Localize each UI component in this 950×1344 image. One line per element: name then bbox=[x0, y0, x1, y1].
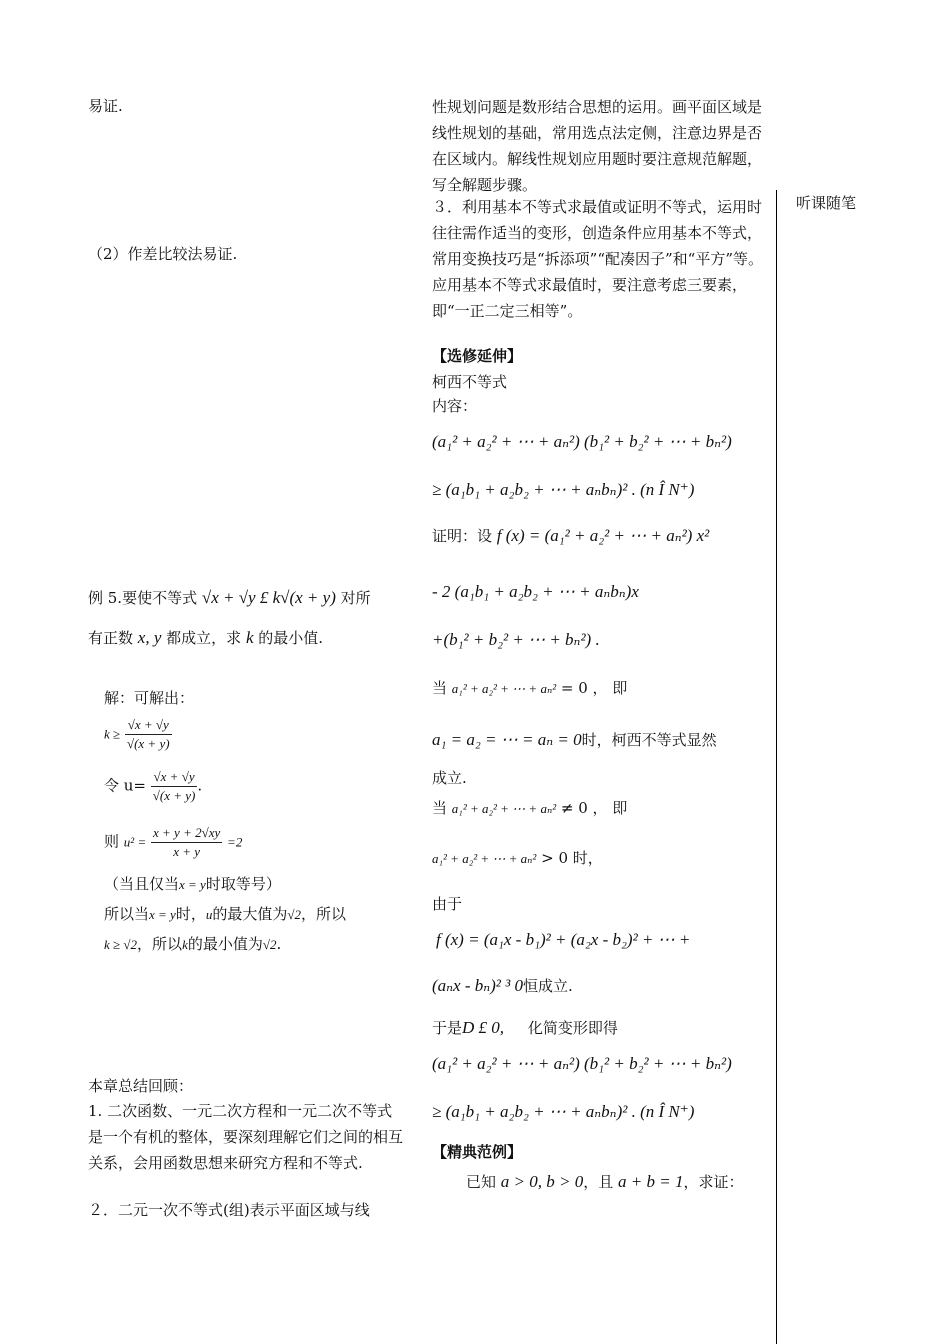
left-line-1: 易证. bbox=[88, 97, 123, 115]
example-5-line-2: 有正数 x, y 都成立，求 k 的最小值. bbox=[88, 628, 324, 647]
equality-condition: （当且仅当x = y时取等号） bbox=[104, 875, 281, 893]
solution-label: 解：可解出： bbox=[104, 689, 195, 707]
case-1-holds: 成立. bbox=[432, 769, 467, 787]
u-fraction: $\frac{√x + √y}{√(x + y)}$ bbox=[152, 769, 196, 803]
section-heading-examples: 【精典范例】 bbox=[432, 1143, 523, 1161]
case-1: 当 a₁² + a₂² + ⋯ + aₙ² = 0 ， 即 bbox=[432, 679, 628, 697]
cauchy-title: 柯西不等式 bbox=[432, 373, 508, 391]
content-label: 内容： bbox=[432, 397, 478, 415]
right-paragraph-2: ３．利用基本不等式求最值或证明不等式，运用时往往需作适当的变形，创造条件应用基本不等式，常用变换技巧是“拆添项”“配凑因子”和“平方”等。应用基本不等式求最值时，要注意考虑三要素，即“一正二定三相等”。 bbox=[432, 198, 764, 320]
left-line-2: （2）作差比较法易证. bbox=[88, 245, 238, 263]
example-5-inequality: √x + √y £ k√(x + y) bbox=[201, 588, 336, 607]
proof-formula-3: +(b₁² + b₂² + ⋯ + bₙ²) . bbox=[432, 630, 600, 649]
cauchy-formula-line-2: ≥ (a₁b₁ + a₂b₂ + ⋯ + aₙbₙ)² . (n Î N⁺) bbox=[432, 480, 695, 499]
cauchy-formula-line-1: (a₁² + a₂² + ⋯ + aₙ²) (b₁² + b₂² + ⋯ + bₙ²) bbox=[432, 432, 732, 451]
case-2: 当 a₁² + a₂² + ⋯ + aₙ² ≠ 0 ， 即 bbox=[432, 799, 628, 817]
review-item-2: ２．二元一次不等式(组)表示平面区域与线 bbox=[88, 1201, 370, 1219]
discriminant-line: 于是D £ 0, 化简变形即得 bbox=[432, 1018, 618, 1037]
proof-line: 证明：设 f (x) = (a₁² + a₂² + ⋯ + aₙ²) x² bbox=[432, 526, 710, 545]
review-item-1: 1. 二次函数、一元二次方程和一元二次不等式是一个有机的整体，要深刻理解它们之间的相互关系，会用函数思想来研究方程和不等式. bbox=[88, 1102, 404, 1172]
k-bound: k ≥ $\frac{√x + √y}{√(x + y)}$ bbox=[104, 717, 170, 751]
example-5-line-1: 例 5.要使不等式 √x + √y £ k√(x + y) 对所 bbox=[88, 588, 371, 607]
section-heading-extension: 【选修延伸】 bbox=[432, 347, 523, 365]
example-given: 已知 a > 0, b > 0，且 a + b = 1，求证： bbox=[466, 1172, 744, 1191]
review-title: 本章总结回顾： bbox=[88, 1077, 194, 1095]
let-u: 令 u= $\frac{√x + √y}{√(x + y)}$ . bbox=[104, 769, 203, 803]
since-label: 由于 bbox=[432, 895, 463, 913]
u2-fraction: $\frac{x + y + 2√xy}{x + y}$ bbox=[153, 825, 221, 859]
cauchy-result-line-2: ≥ (a₁b₁ + a₂b₂ + ⋯ + aₙbₙ)² . (n Î N⁺) bbox=[432, 1102, 695, 1121]
fx-expansion-line-2: (aₙx - bₙ)² ³ 0恒成立. bbox=[432, 976, 573, 995]
conclusion-line-1: 所以当x = y时，u的最大值为√2，所以 bbox=[104, 905, 347, 923]
cauchy-result-line-1: (a₁² + a₂² + ⋯ + aₙ²) (b₁² + b₂² + ⋯ + bₙ²) bbox=[432, 1054, 732, 1073]
k-fraction: $\frac{√x + √y}{√(x + y)}$ bbox=[126, 717, 170, 751]
proof-formula-2: - 2 (a₁b₁ + a₂b₂ + ⋯ + aₙbₙ)x bbox=[432, 582, 639, 601]
case-2-positive: a₁² + a₂² + ⋯ + aₙ² > 0 时， bbox=[432, 849, 603, 867]
case-1-zero: a₁ = a₂ = ⋯ = aₙ = 0时，柯西不等式显然 bbox=[432, 730, 717, 749]
side-note: 听课随笔 bbox=[796, 194, 857, 212]
u-squared: 则 u² = $\frac{x + y + 2√xy}{x + y}$ =2 bbox=[104, 825, 243, 859]
right-paragraph-1: 性规划问题是数形结合思想的运用。画平面区域是线性规划的基础，常用选点法定侧，注意边界是否在区域内。解线性规划应用题时要注意规范解题，写全解题步骤。 bbox=[432, 98, 763, 194]
fx-expansion-line-1: f (x) = (a₁x - b₁)² + (a₂x - b₂)² + ⋯ + bbox=[436, 930, 691, 949]
margin-rule bbox=[776, 190, 777, 1344]
conclusion-line-2: k ≥ √2，所以k的最小值为√2. bbox=[104, 935, 282, 953]
